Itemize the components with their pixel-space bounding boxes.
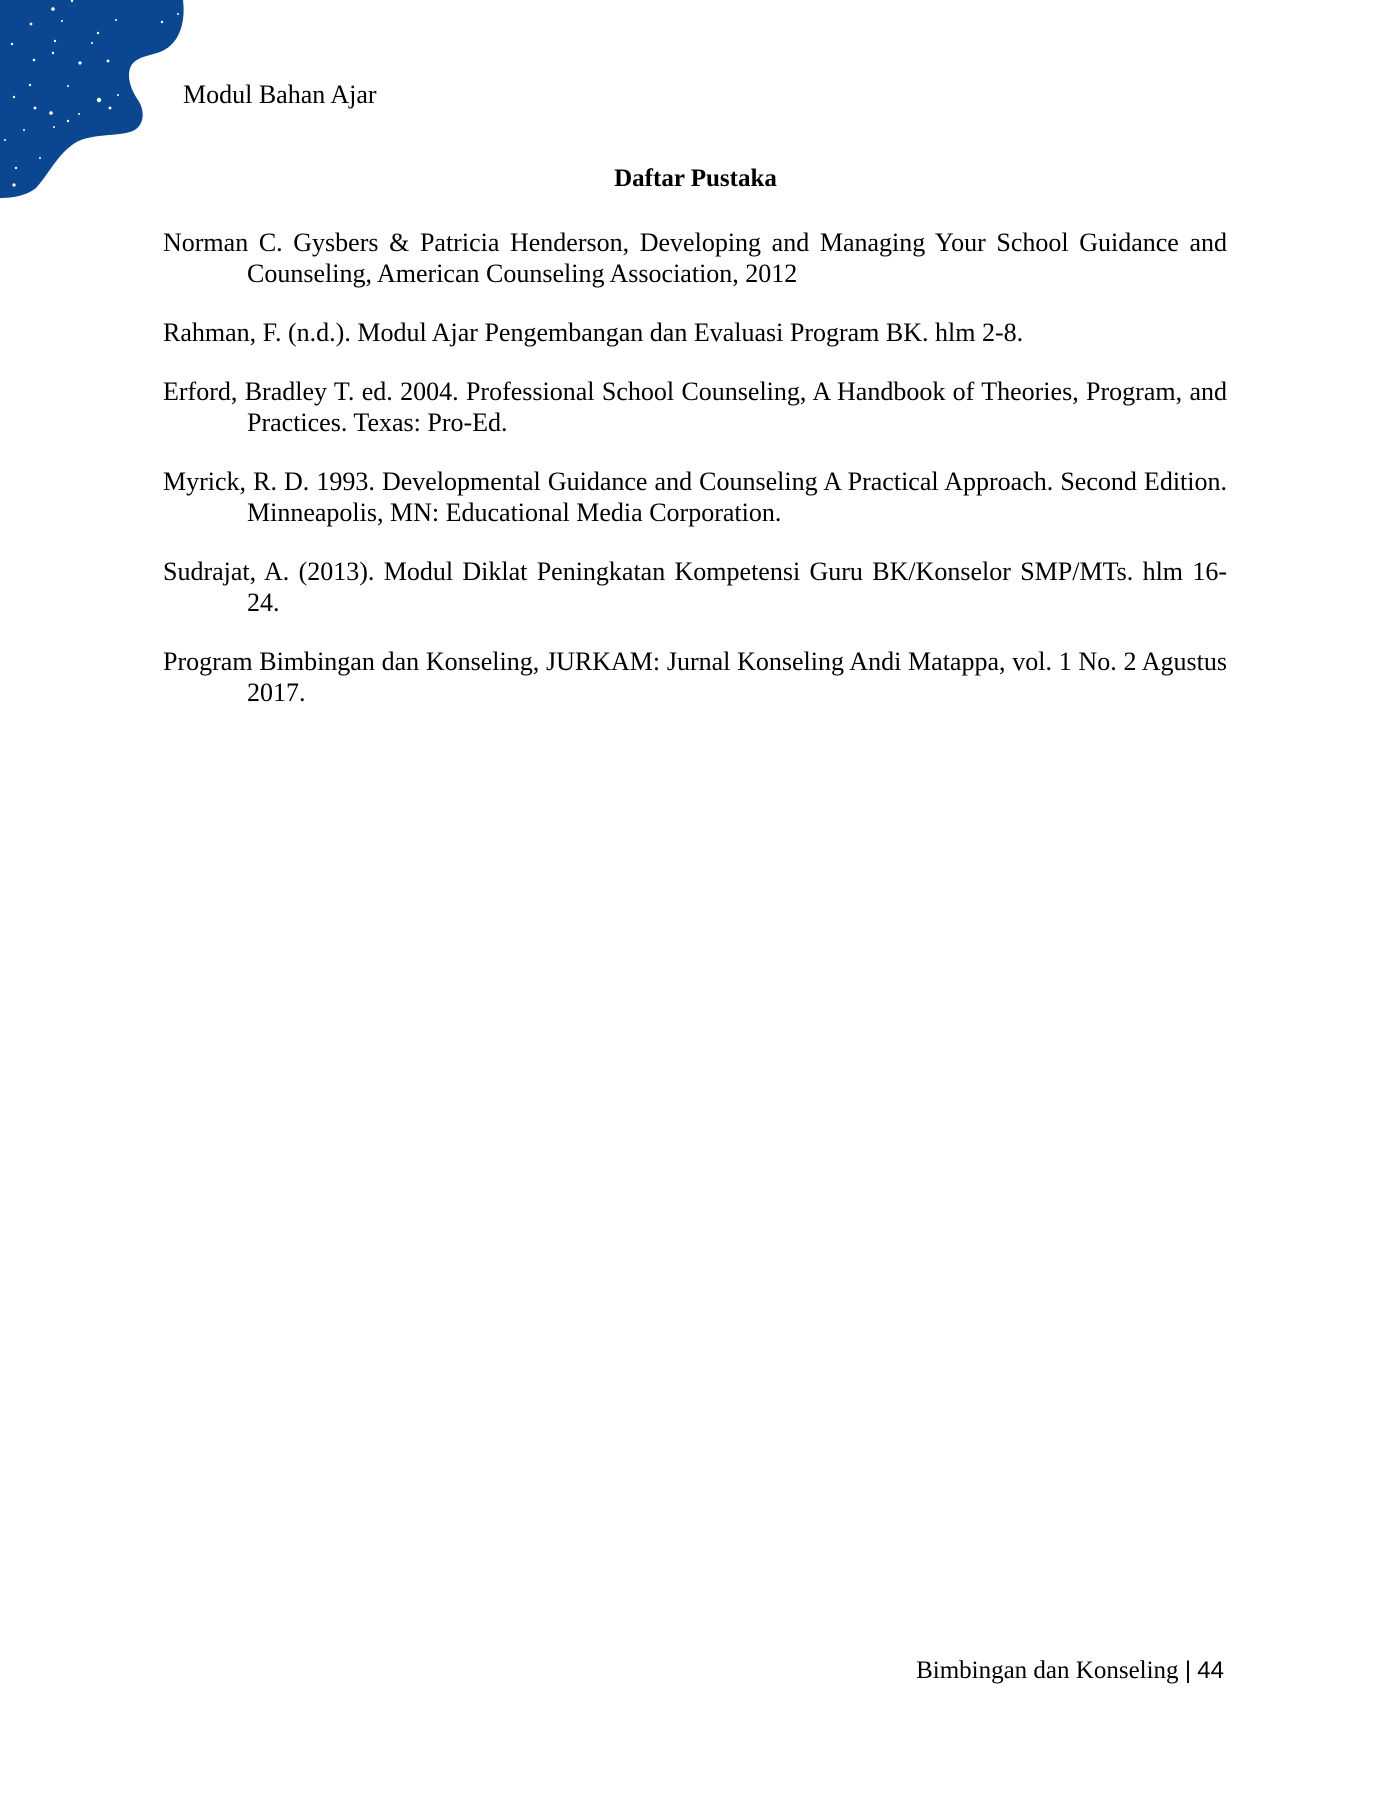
- footer-separator: |: [1184, 1657, 1192, 1684]
- reference-list: [163, 227, 1227, 736]
- page-footer: [916, 1657, 1224, 1685]
- footer-book-title: Bimbingan dan Konseling: [916, 1657, 1179, 1684]
- reference-item: Rahman, F. (n.d.). Modul Ajar Pengembangan dan Evaluasi Program BK. hlm 2-8.: [163, 318, 1024, 347]
- reference-item: Program Bimbingan dan Konseling, JURKAM: Jurnal Konseling Andi Matappa, vol. 1 No. 2 Agustus 2017.: [163, 647, 1227, 707]
- page-number: 44: [1197, 1657, 1224, 1684]
- running-header: Modul Bahan Ajar: [183, 80, 377, 109]
- reference-item: Norman C. Gysbers & Patricia Henderson, Developing and Managing Your School Guidance and Counseling, American Counseling Association, 2012: [163, 228, 1227, 288]
- reference-item: Erford, Bradley T. ed. 2004. Professional School Counseling, A Handbook of Theories, Program, and Practices. Texas: Pro-Ed.: [163, 377, 1227, 437]
- section-title: Daftar Pustaka: [614, 165, 777, 192]
- reference-item: Sudrajat, A. (2013). Modul Diklat Peningkatan Kompetensi Guru BK/Konselor SMP/MTs. hlm 16-24.: [163, 557, 1227, 617]
- reference-item: Myrick, R. D. 1993. Developmental Guidance and Counseling A Practical Approach. Second Edition. Minneapolis, MN: Educational Media Corporation.: [163, 467, 1227, 527]
